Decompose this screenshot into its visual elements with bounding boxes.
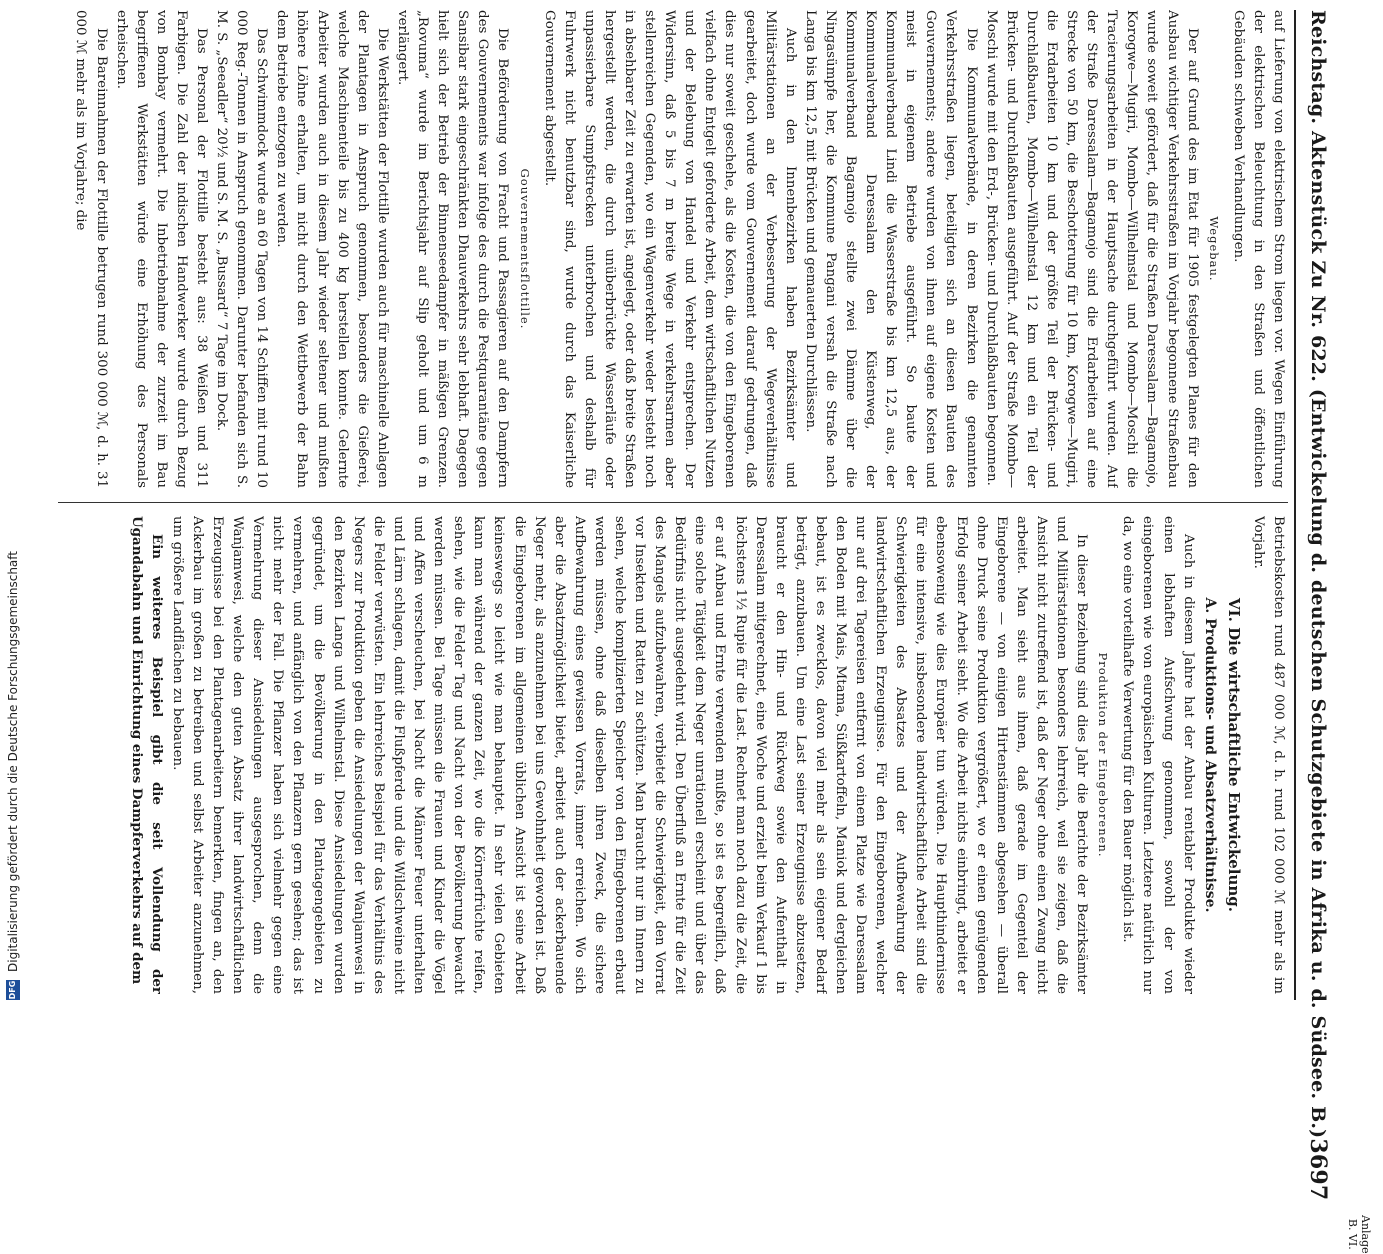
section-heading: Gouvernementsflottille. (517, 168, 532, 330)
paragraph: Die Kommunalverbände, in deren Bezirken die genannten Verkehrsstraßen liegen, beteiligten sich an diesen Bauten des Gouvernements; andere wurden von ihnen auf eigene Kosten und meist in eigenem Betriebe ausgeführt. So baute der Kommunalverband Lindi die Wasserstraße bis km 12,5 aus, der Kommunalverband Daressalam den Küstenweg, der Kommunalverband Bagamojo stellte zwei Dämme über die Ningasümpfe her, die Kommune Pangani versah die Straße nach Langa bis km 12,5 mit Brücken und gemauerten Durchlässen. (802, 10, 979, 488)
section-heading: Produktion der Eingeborenen. (1096, 652, 1111, 858)
paragraph: Die Werkstätten der Flottille wurden auch für maschinelle Anlagen der Plantagen in Anspruch genommen, besonders die Gießerei, welche Maschinenteile bis zu 400 kg herstellen konnte. Gelernte Arbeiter wurden auch in diesem Jahr wieder seltener und mußten höhere Löhne erhalten, um nicht durch den Wettbewerb der Bahn dem Betriebe entzogen zu werden. (274, 10, 390, 488)
paragraph: Das Schwimmdock wurde an 60 Tagen von 14 Schiffen mit rund 10 000 Reg.-Tonnen in Anspruch genommen. Darunter befanden sich S. M. S. „Seeadler“ 20½ und S. M. S. „Bussard“ 7 Tage im Dock. (214, 10, 270, 488)
running-title: Reichstag. Aktenstück Zu Nr. 622. (Entwickelung d. deutschen Schutzgebiete in Afrika u. d. Südsee. B.) (1307, 10, 1329, 1139)
page-header (1294, 10, 1340, 1201)
paragraph: Die Bareinnahmen der Flottille betrugen rund 300 000 ℳ, d. h. 31 000 ℳ mehr als im Vorjahre; die (73, 10, 109, 488)
paragraph: Das Personal der Flottille besteht aus: 38 Weißen und 311 Farbigen. Die Zahl der indischen Handwerker wurde durch Bezug von Bombay vermehrt. Die Inbetriebnahme der zurzeit im Bau begriffenen Werkstätten würde eine Erhöhung des Personals erheischen. (113, 10, 210, 488)
right-column (58, 516, 1288, 994)
chapter-heading: VI. Die wirtschaftliche Entwickelung. (1224, 598, 1243, 912)
section-heading: Wegebau. (1206, 216, 1221, 282)
paragraph: Betriebskosten rund 487 000 ℳ, d. h. rund 102 000 ℳ mehr als im Vorjahr. (1250, 516, 1286, 994)
margin-note-line: Anlage (1359, 1215, 1372, 1254)
paragraph: Der auf Grund des im Etat für 1905 festgelegten Planes für den Ausbau wichtiger Verkehrsstraßen im Vorjahr begonnene Straßenbau wurde soweit gefördert, daß für die Straßen Daressalam—Bagamojo, Korogwe—Mugiri, Mombo—Wilhelmstal und Mombo—Moschi die Tracierungsarbeiten in der Hauptsache durchgeführt wurden. Auf der Straße Daressalam—Bagamojo sind die Erdarbeiten auf eine Strecke von 50 km, die Beschotterung für 10 km, Korogwe—Mugiri, die Erdarbeiten 10 km und der größte Teil der Brücken- und Durchlaßbauten, Mombo—Wilhelmstal 12 km und ein Teil der Brücken- und Durchlaßbauten ausgeführt. Auf der Straße Mombo—Moschi wurde mit den Erd-, Brücken- und Durchlaßbauten begonnen. (983, 10, 1200, 488)
paragraph: Auch in diesem Jahre hat der Anbau rentabler Produkte wieder einen lebhaften Aufschwung genommen, sowohl der von eingeborenen wie von europäischen Kulturen. Letztere natürlich nur da, wo eine vorteilhafte Verwertung für den Bauer möglich ist. (1120, 516, 1196, 994)
dfg-logo: DFG (6, 980, 20, 1000)
digitization-credit (6, 551, 20, 1000)
paragraph: Die Beförderung von Fracht und Passagieren auf den Dampfern des Gouvernements war infolge des durch die Pestquarantäne gegen Sansibar stark eingeschränkten Dhauverkehrs sehr lebhaft. Dagegen hielt sich der Betrieb der Binnenseedampfer in mäßigen Grenzen. „Rovuma“ wurde im Berichtsjahr auf Slip geholt und um 6 m verlängert. (394, 10, 511, 488)
margin-note-line: B. VI. (1346, 1218, 1359, 1250)
page-number: 3697 (1305, 1138, 1331, 1201)
paragraph: In dieser Beziehung sind dies Jahr die Berichte der Bezirksämter und Militärstationen besonders lehrreich, weil sie zeigen, daß die Ansicht nicht zutreffend ist, daß der Neger ohne einen Zwang nicht arbeitet. Man sieht aus ihnen, daß gerade im Gegenteil der Eingeborene — von einigen Hirtenstämmen abgesehen — überall ohne Druck seine Produktion vergrößert, wo er einen genügenden Erfolg seiner Arbeit sieht. Wo die Arbeit nichts einbringt, arbeitet er ebensowenig wie dies Europäer tun würden. Die Haupthindernisse für eine intensive, insbesondere landwirtschaftliche Arbeit sind die Schwierigkeiten des Absatzes und der Aufbewahrung der landwirtschaftlichen Erzeugnisse. Für den Eingeborenen, welcher nur auf drei Tagereisen entfernt von einem Platze wie Daressalam den Boden mit Mais, Mtama, Süßkartoffeln, Maniok und dergleichen bebaut, ist es zwecklos, davon viel mehr als sein eigener Bedarf beträgt, anzubauen. Um eine Last seiner Erzeugnisse abzusetzen, braucht er den Hin- und Rückweg sowie den Aufenthalt in Daressalam mitgerechnet, eine Woche und erzielt beim Verkauf 1 bis höchstens 1½ Rupie für die Last. Rechnet man noch dazu die Zeit, die er auf Anbau und Ernte verwenden mußte, so ist es begreiflich, daß eine solche Tätigkeit dem Neger unrationell erscheint und über das Bedürfnis nicht ausgedehnt wird. Den Überfluß an Ernte für die Zeit des Mangels aufzubewahren, verbietet die Schwierigkeit, den Vorrat vor Insekten und Ratten zu schützen. Man braucht nur im Innern zu sehen, welche komplizierten Speicher von den Eingeborenen erbaut werden müssen, ohne daß dieselben ihren Zweck, die sichere Aufbewahrung eines gewissen Vorrats, immer erreichen. Wo sich aber die Absatzmöglichkeit bietet, arbeitet auch der ackerbauende Neger mehr, als anzunehmen bei uns Gewohnheit geworden ist. Daß die Eingeborenen im allgemeinen üblichen Ansicht ist seine Arbeit keineswegs so leicht wie man behauptet. In sehr vielen Gebieten kann man während der ganzen Zeit, wo die Körnerfrüchte reifen, sehen, wie die Felder Tag und Nacht von der Bevölkerung bewacht werden müssen. Bei Tage müssen die Frauen und Kinder die Vögel und Affen verscheuchen, bei Nacht die Männer Feuer unterhalten und Lärm schlagen, damit die Flußpferde und die Wildschweine nicht die Felder verwüsten. Ein lehrreiches Beispiel für das Verhältnis des Negers zur Produktion geben die Ansiedelungen der Wanjamwesi in den Bezirken Langa und Wilhelmstal. Diese Ansiedelungen wurden gegründet, um die Bevölkerung in den Plantagengebieten zu vermehren, und anfänglich von den Pflanzern gern gesehen; das ist nicht mehr der Fall. Die Pflanzer haben sich vielmehr gegen eine Vermehrung dieser Ansiedelungen ausgesprochen, denn die Wanjamwesi, welche den guten Absatz ihrer landwirtschaftlichen Erzeugnisse bei den Plantagenarbeitern bemerkten, fingen an, den Ackerbau im großen zu betreiben und selbst Arbeiter anzunehmen, um größere Landflächen zu bebauen. (169, 516, 1090, 994)
subchapter-heading: A. Produktions- und Absatzverhältnisse. (1201, 597, 1218, 913)
rotated-page (40, 10, 1372, 1254)
paragraph: auf Lieferung von elektrischem Strom liegen vor. Wegen Einführung der elektrischen Beleuchtung in den Straßen und öffentlichen Gebäuden schweben Verhandlungen. (1230, 10, 1286, 488)
left-column (58, 10, 1288, 488)
credit-text: Digitalisierung gefördert durch die Deutsche Forschungsgemeinschaft (6, 550, 20, 972)
column-divider (58, 502, 1288, 503)
margin-note (1346, 1215, 1372, 1254)
paragraph: Auch in den Innenbezirken haben Bezirksämter und Militärstationen an der Verbesserung der Wegeverhältnisse gearbeitet, doch wurde vom Gouvernement darauf gedrungen, daß dies nur soweit geschehe, als die Kosten, die von den Eingeborenen vielfach ohne Entgelt geforderte Arbeit, dem wirtschaftlichen Nutzen und der Belebung von Handel und Verkehr entsprechen. Der Widersinn, daß 5 bis 7 m breite Wege in verkehrsarmen aber stellenreichen Gegenden, wo ein Wagenverkehr weder besteht noch in absehbarer Zeit zu erwarten ist, angelegt, oder daß breite Straßen hergestellt werden, die durch unüberbrückte Wasserläufe oder unpassierbare Sumpfstrecken unterbrochen und deshalb für Fuhrwerk nicht benutzbar sind, wurde durch das Kaiserliche Gouvernement abgestellt. (541, 10, 798, 488)
paragraph: Ein weiteres Beispiel gibt die seit Vollendung der Ugandabahn und Einrichtung eines Dampferverkehrs auf dem (128, 516, 165, 994)
